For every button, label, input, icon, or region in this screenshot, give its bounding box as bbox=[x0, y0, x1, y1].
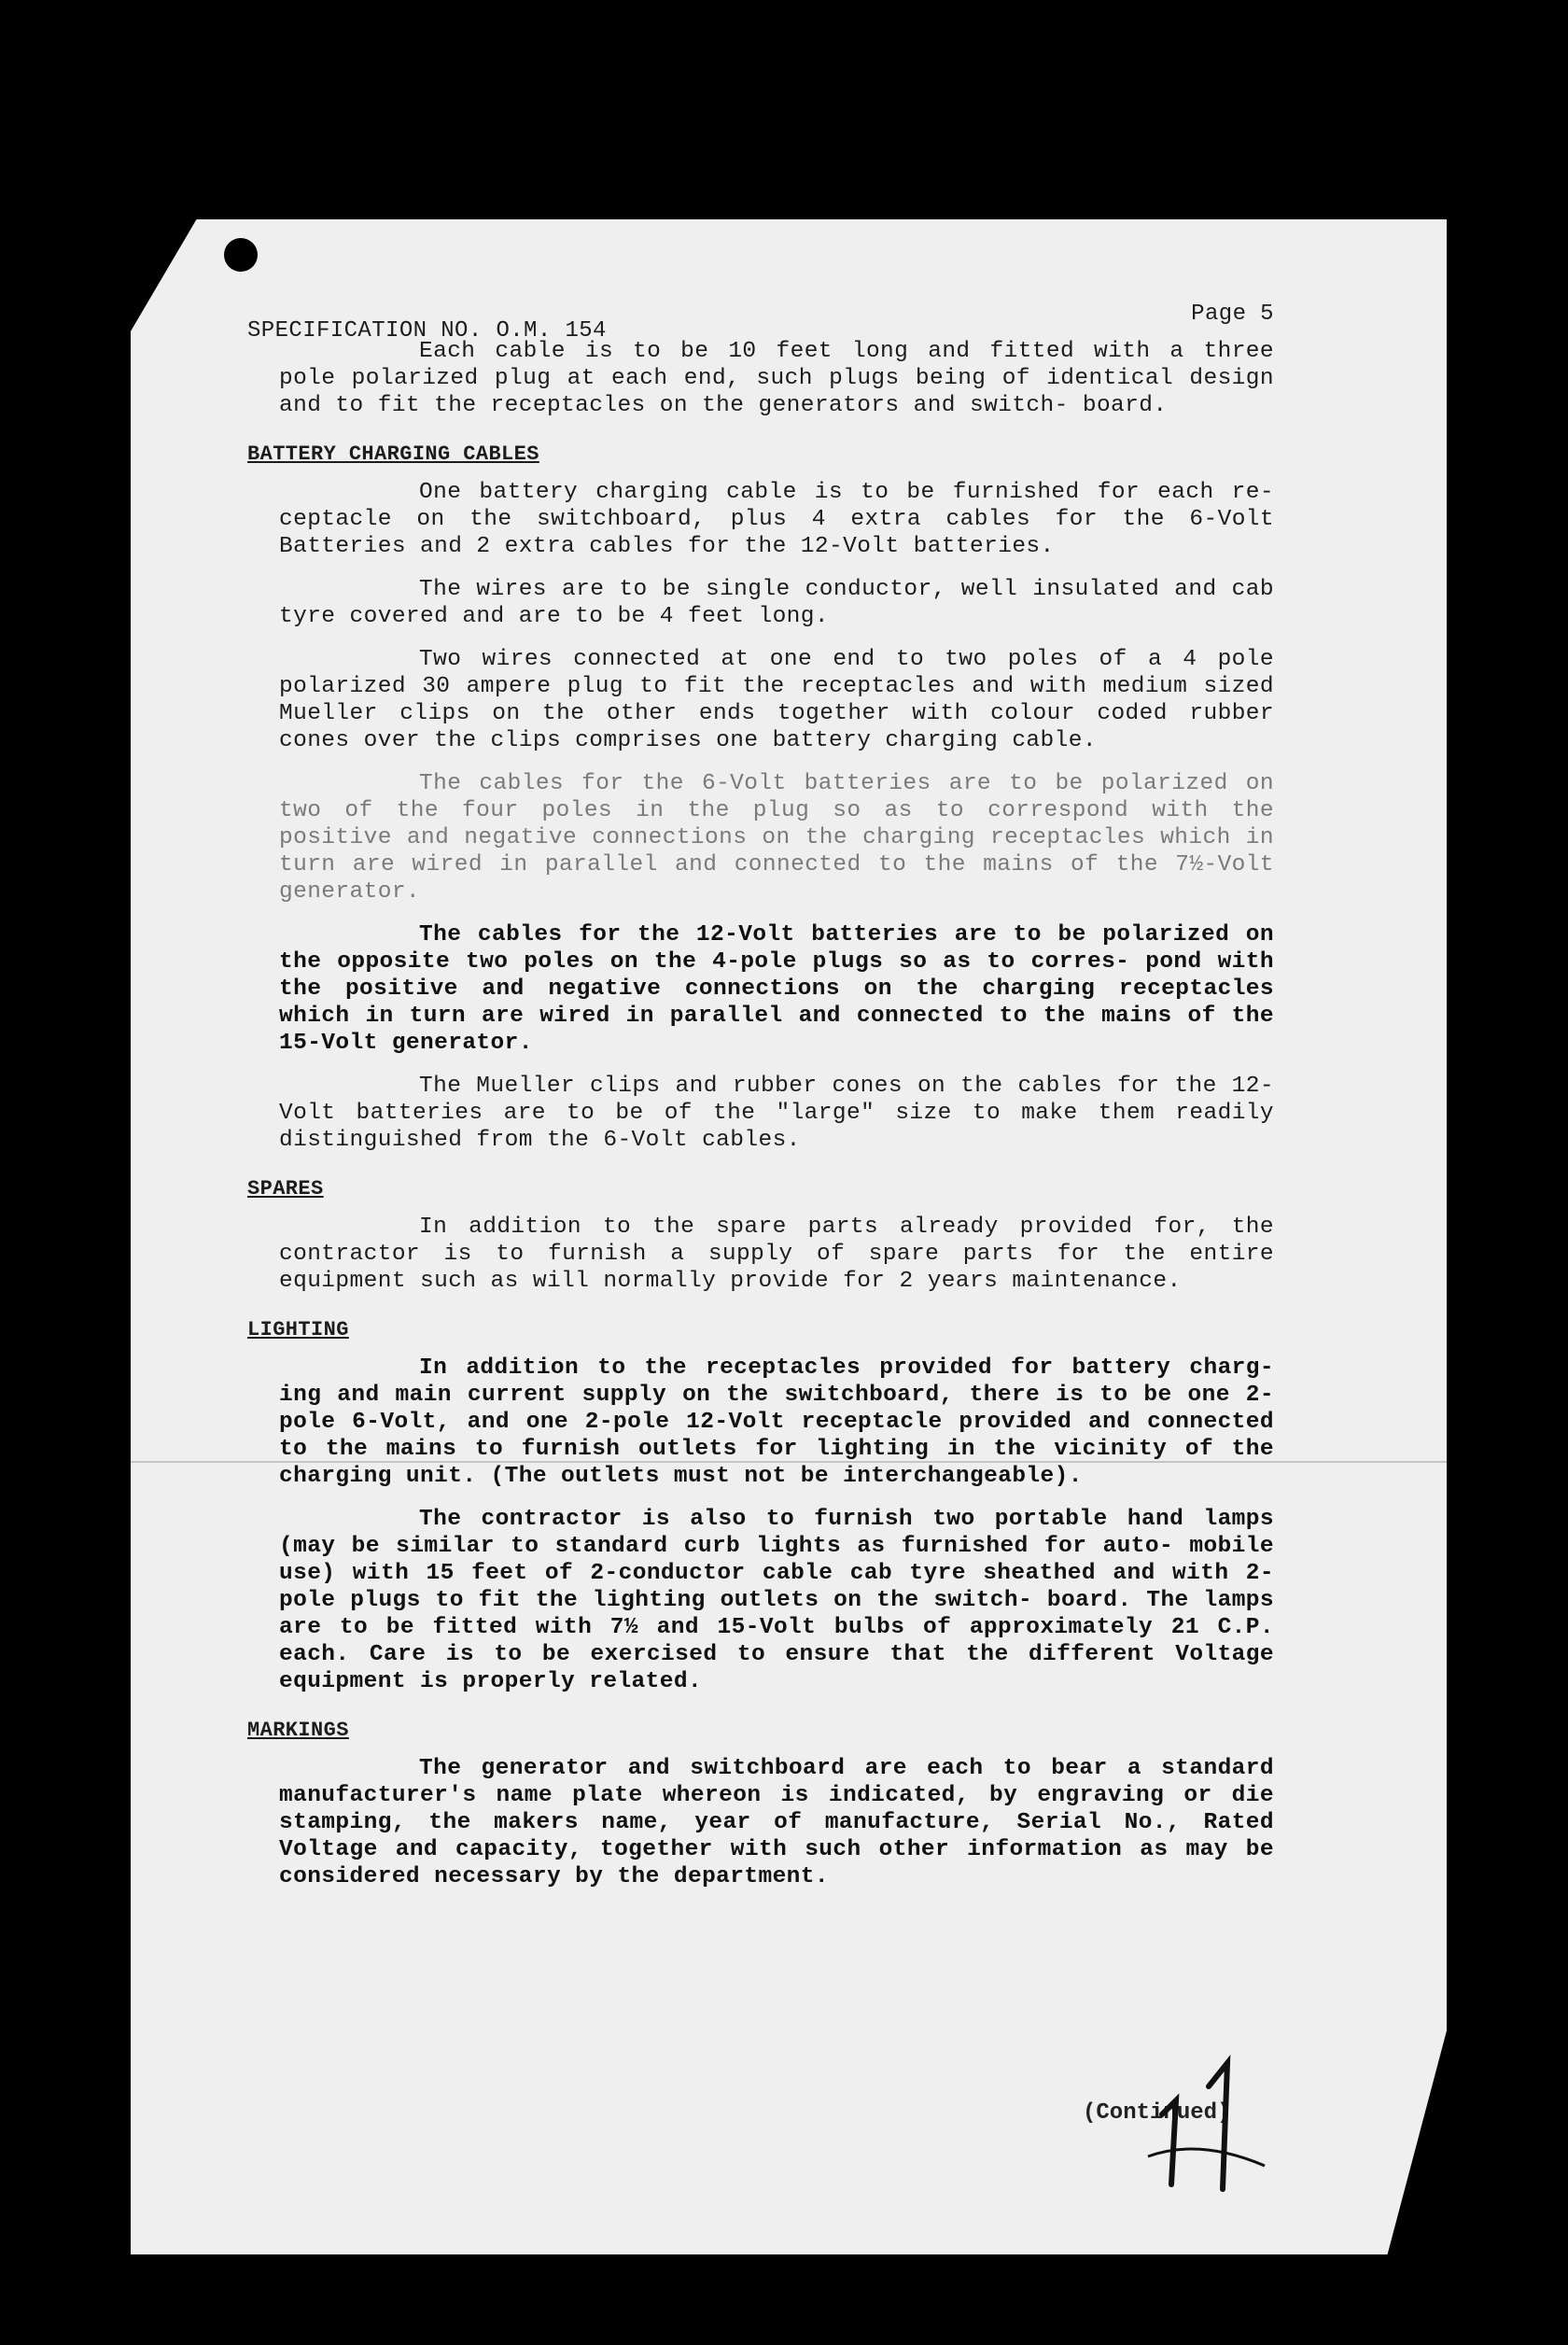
battery-paragraph-1: One battery charging cable is to be furnished for each re- ceptacle on the switchboard, plus 4 extra cables for the 6-Volt Batteries and 2 extra cables for the 12-Volt batteries. bbox=[279, 480, 1274, 559]
battery-paragraph-4: The cables for the 6-Volt batteries are to be polarized on two of the four poles in the plug so as to correspond with the positive and negative connections on the charging receptacles which in turn are wired in parallel and connected to the mains of the 7½-Volt generator. bbox=[279, 771, 1274, 905]
page-number: Page 5 bbox=[1191, 302, 1274, 327]
document-body bbox=[247, 301, 1274, 1906]
handwritten-page-mark bbox=[1134, 2044, 1274, 2194]
markings-paragraph-1: The generator and switchboard are each to bear a standard manufacturer's name plate whereon is indicated, by engraving or die stamping, the makers name, year of manufacture, Serial No., Rated Voltage and capacity, together with such other information as may be considered necessary by the department. bbox=[279, 1756, 1274, 1889]
section-heading-lighting: LIGHTING bbox=[247, 1318, 349, 1341]
battery-paragraph-5: The cables for the 12-Volt batteries are to be polarized on the opposite two poles on the 4-pole plugs so as to corres- pond with the positive and negative connections on the charging receptacles which in turn are wired in parallel and connected to the mains of the 15-Volt generator. bbox=[279, 922, 1274, 1056]
section-heading-spares: SPARES bbox=[247, 1177, 324, 1201]
spares-paragraph-1: In addition to the spare parts already provided for, the contractor is to furnish a supply of spare parts for the entire equipment such as will normally provide for 2 years maintenance. bbox=[279, 1215, 1274, 1294]
battery-paragraph-3: Two wires connected at one end to two poles of a 4 pole polarized 30 ampere plug to fit the receptacles and with medium sized Mueller clips on the other ends together with colour coded rubber cones over the clips comprises one battery charging cable. bbox=[279, 647, 1274, 753]
battery-paragraph-2: The wires are to be single conductor, well insulated and cab tyre covered and are to be 4 feet long. bbox=[279, 577, 1274, 629]
battery-paragraph-6: The Mueller clips and rubber cones on the cables for the 12-Volt batteries are to be of the "large" size to make them readily distinguished from the 6-Volt cables. bbox=[279, 1074, 1274, 1153]
intro-paragraph: Each cable is to be 10 feet long and fitted with a three pole polarized plug at each end, such plugs being of identical design and to fit the receptacles on the generators and switch- board. bbox=[279, 339, 1274, 418]
section-heading-markings: MARKINGS bbox=[247, 1719, 349, 1742]
section-heading-battery: BATTERY CHARGING CABLES bbox=[247, 442, 539, 466]
page-header bbox=[247, 301, 1274, 344]
lighting-paragraph-2: The contractor is also to furnish two portable hand lamps (may be similar to standard curb lights as furnished for auto- mobile use) with 15 feet of 2-conductor cable cab tyre sheathed and with 2-pole plugs to fit the lighting outlets on the switch- board. The lamps are to be fitted with 7½ and 15-Volt bulbs of approximately 21 C.P. each. Care is to be exercised to ensure that the different Voltage equipment is properly related. bbox=[279, 1507, 1274, 1694]
continued-label: (Continued) bbox=[1083, 2100, 1231, 2126]
lighting-paragraph-1: In addition to the receptacles provided for battery charg- ing and main current supply on the switchboard, there is to be one 2-pole 6-Volt, and one 2-pole 12-Volt receptacle provided and connected to the mains to furnish outlets for lighting in the vicinity of the charging unit. (The outlets must not be interchangeable). bbox=[279, 1355, 1274, 1489]
specification-number: SPECIFICATION NO. O.M. 154 bbox=[247, 318, 607, 344]
punch-hole bbox=[224, 238, 258, 272]
